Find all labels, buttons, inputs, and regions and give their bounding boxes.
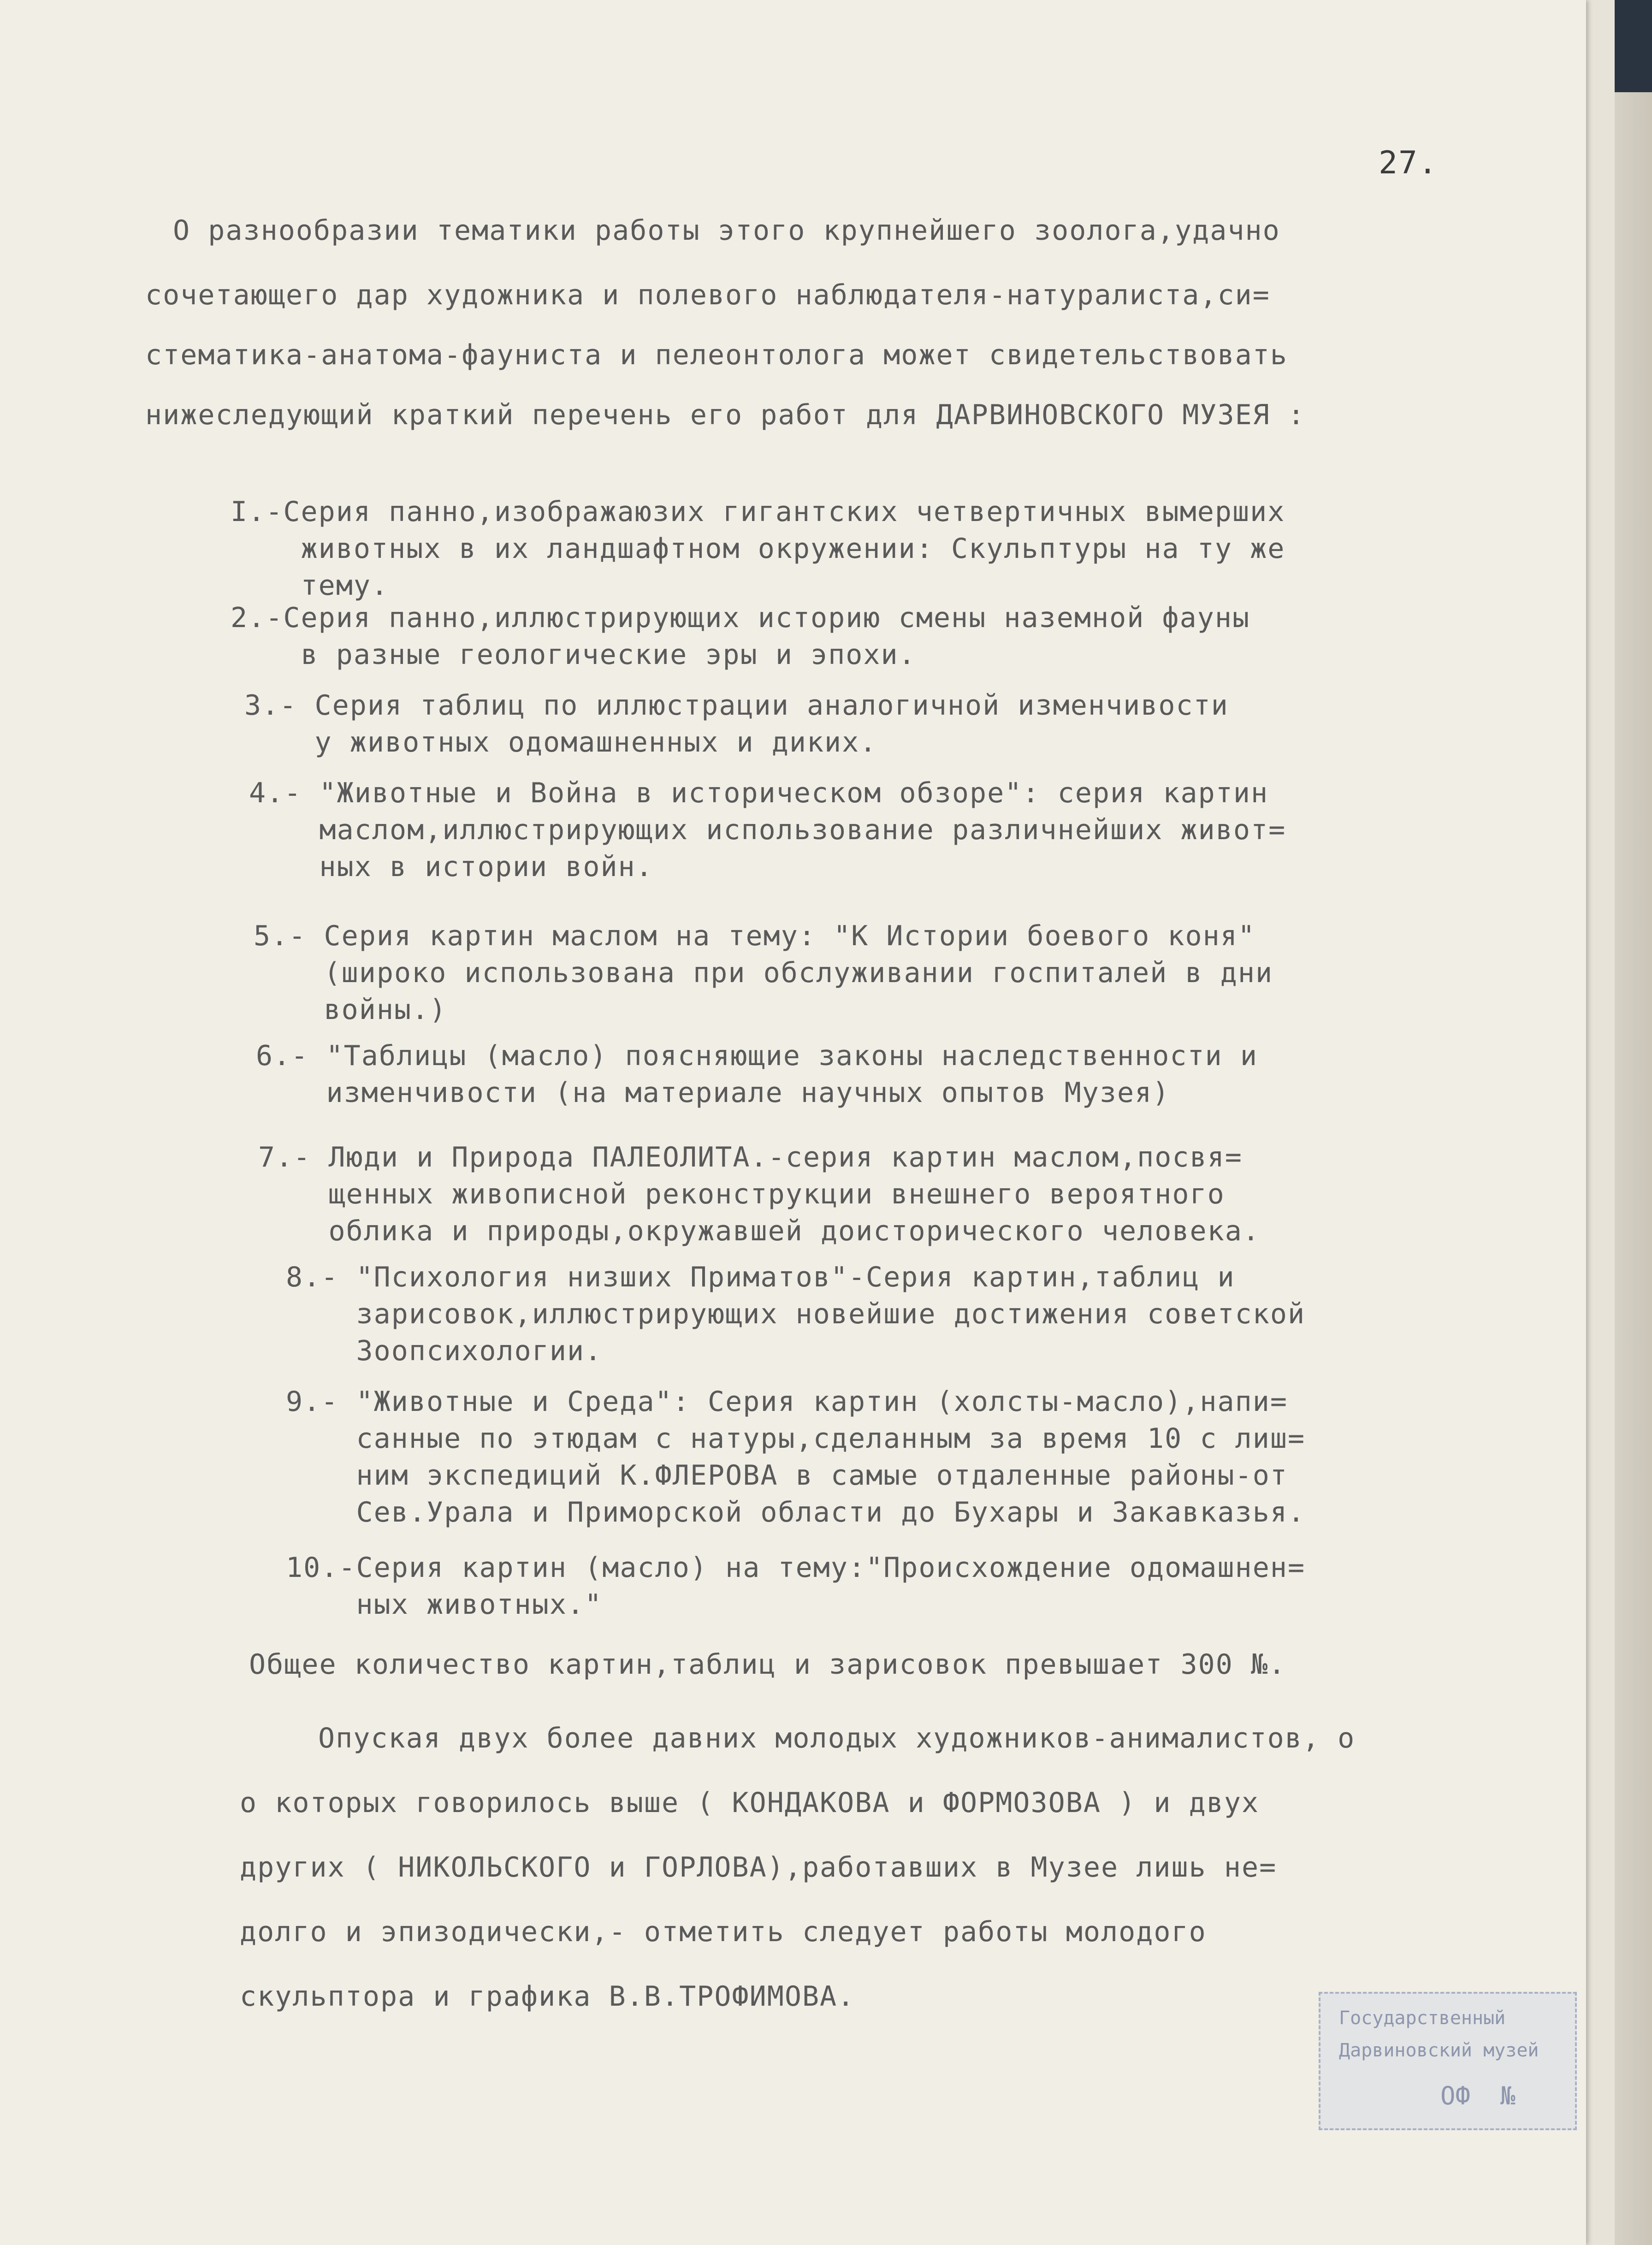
stamp-line: Дарвиновский музей <box>1339 2040 1539 2061</box>
list-item-line: 6.- "Таблицы (масло) поясняющие законы наследственности и <box>256 1040 1258 1072</box>
list-item-line: 10.-Серия картин (масло) на тему:"Происхождение одомашнен= <box>286 1552 1306 1584</box>
intro-line: сочетающего дар художника и полевого наблюдателя-натуралиста,си= <box>145 279 1270 311</box>
list-item-line: 4.- "Животные и Война в историческом обзоре": серия картин <box>249 777 1269 809</box>
underlying-sheet-edge <box>1581 0 1615 2245</box>
list-item-line: Сев.Урала и Приморской области до Бухары и Закавказья. <box>286 1496 1306 1528</box>
closing-line: других ( НИКОЛЬСКОГО и ГОРЛОВА),работавших в Музее лишь не= <box>240 1851 1277 1884</box>
archive-stamp <box>1319 1992 1577 2130</box>
list-item-line: животных в их ландшафтном окружении: Скульптуры на ту же <box>231 533 1285 565</box>
list-item-line: I.-Серия панно,изображаюзих гигантских четвертичных вымерших <box>231 496 1285 528</box>
closing-line: о которых говорилось выше ( КОНДАКОВА и ФОРМОЗОВА ) и двух <box>240 1787 1260 1819</box>
stamp-line: Государственный <box>1339 2008 1506 2029</box>
list-item-line: щенных живописной реконструкции внешнего вероятного <box>258 1178 1225 1210</box>
list-item-line: 7.- Люди и Природа ПАЛЕОЛИТА.-серия картин маслом,посвя= <box>258 1141 1243 1173</box>
list-item-line: санные по этюдам с натуры,сделанным за время 10 с лиш= <box>286 1422 1306 1455</box>
list-item-line: 3.- Серия таблиц по иллюстрации аналогичной изменчивости <box>244 689 1229 722</box>
list-item-line: облика и природы,окружавшей доисторического человека. <box>258 1215 1261 1247</box>
list-item-line: (широко использована при обслуживании госпиталей в дни <box>254 957 1273 989</box>
closing-line: скульптора и графика В.В.ТРОФИМОВА. <box>240 1980 855 2013</box>
closing-line: долго и эпизодически,- отметить следует работы молодого <box>240 1916 1207 1948</box>
list-item-line: зарисовок,иллюстрирующих новейшие достижения советской <box>286 1298 1306 1330</box>
list-item-line: ных животных." <box>286 1588 603 1621</box>
page-number: 27. <box>1379 145 1438 181</box>
intro-line: О разнообразии тематики работы этого крупнейшего зоолога,удачно <box>173 214 1280 247</box>
list-item-line: Зоопсихологии. <box>286 1335 603 1367</box>
intro-line: стематика-анатома-фауниста и пелеонтолога может свидетельствовать <box>145 339 1288 371</box>
list-item-line: войны.) <box>254 994 447 1026</box>
list-item-line: ных в истории войн. <box>249 851 653 883</box>
closing-line: Опуская двух более давних молодых художников-анималистов, о <box>318 1722 1356 1754</box>
stamp-line: ОФ № <box>1440 2081 1516 2110</box>
total-line: Общее количество картин,таблиц и зарисовок превышает 300 №. <box>249 1648 1286 1681</box>
list-item-line: в разные геологические эры и эпохи. <box>231 639 916 671</box>
list-item-line: 2.-Серия панно,иллюстрирующих историю смены наземной фауны <box>231 602 1250 634</box>
intro-line: нижеследующий краткий перечень его работ для ДАРВИНОВСКОГО МУЗЕЯ : <box>145 399 1306 431</box>
list-item-line: ним экспедиций К.ФЛЕРОВА в самые отдаленные районы-от <box>286 1459 1288 1492</box>
list-item-line: маслом,иллюстрирующих использование различнейших живот= <box>249 814 1286 846</box>
list-item-line: 9.- "Животные и Среда": Серия картин (холсты-масло),напи= <box>286 1386 1288 1418</box>
list-item-line: изменчивости (на материале научных опытов Музея) <box>256 1077 1170 1109</box>
list-item-line: у животных одомашненных и диких. <box>244 726 877 758</box>
list-item-line: тему. <box>231 569 389 602</box>
list-item-line: 5.- Серия картин маслом на тему: "К Истории боевого коня" <box>254 920 1256 952</box>
list-item-line: 8.- "Психология низших Приматов"-Серия картин,таблиц и <box>286 1261 1235 1293</box>
